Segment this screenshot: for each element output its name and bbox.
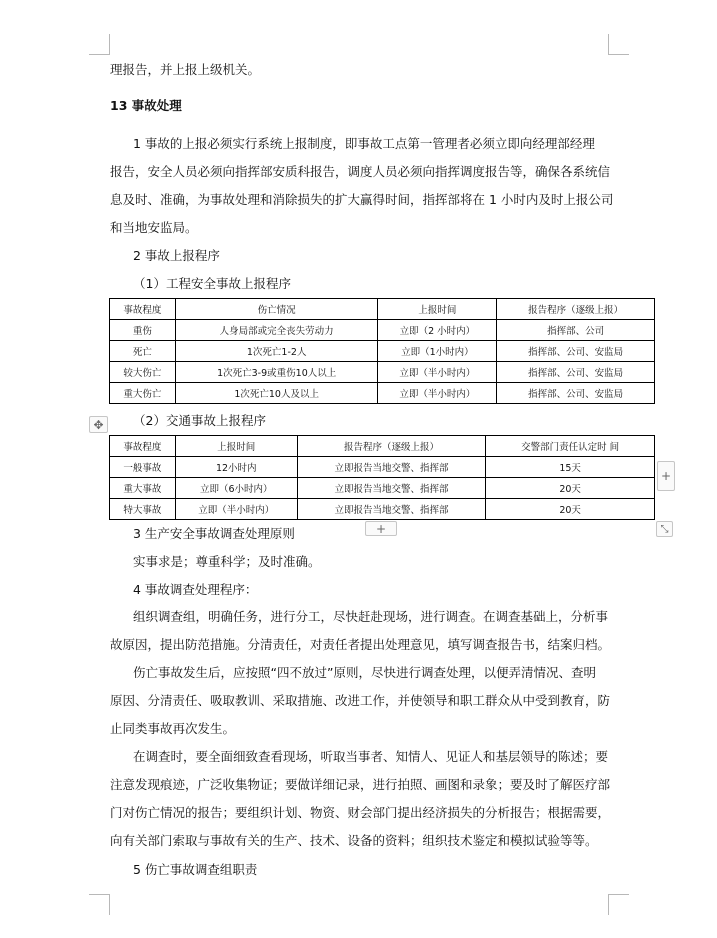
table-row	[110, 320, 655, 341]
table-cell: 1次死亡1-2人	[175, 341, 378, 362]
table-resize-handle-icon[interactable]: ⤡	[656, 521, 673, 537]
table-cell: 立即（1小时内）	[378, 341, 497, 362]
table-cell: 立即（半小时内）	[175, 499, 297, 520]
table-header-row	[110, 436, 655, 457]
table-cell: 1次死亡10人及以上	[175, 383, 378, 404]
table-cell: 指挥部、公司、安监局	[497, 383, 655, 404]
table-cell: 特大事故	[110, 499, 176, 520]
table-cell: 重大事故	[110, 478, 176, 499]
subsection-heading: 2 事故上报程序	[133, 248, 220, 263]
table-move-handle-icon[interactable]: ✥	[89, 416, 108, 433]
paragraph-line: 和当地安监局。	[110, 220, 198, 235]
table-caption: （1）工程安全事故上报程序	[133, 276, 291, 291]
table-cell: 指挥部、公司	[497, 320, 655, 341]
table-cell: 立即（半小时内）	[378, 383, 497, 404]
table-cell: 重大伤亡	[110, 383, 176, 404]
paragraph-line: 注意发现痕迹，广泛收集物证；要做详细记录，进行拍照、画图和录象；要及时了解医疗部	[110, 777, 611, 792]
table-row	[110, 478, 655, 499]
paragraph-line: 报告，安全人员必须向指挥部安质科报告，调度人员必须向指挥调度报告等，确保各系统信	[110, 164, 611, 179]
section-heading: 13 事故处理	[110, 98, 182, 113]
table-cell: 立即报告当地交警、指挥部	[297, 478, 486, 499]
page-corner-top-left	[89, 34, 110, 55]
table-row	[110, 457, 655, 478]
page-corner-bottom-right	[608, 894, 629, 915]
table-cell: 20天	[486, 478, 655, 499]
table-cell: 较大伤亡	[110, 362, 176, 383]
table-caption: （2）交通事故上报程序	[133, 413, 266, 428]
paragraph-line: 故原因，提出防范措施。分清责任，对责任者提出处理意见，填写调查报告书，结案归档。	[110, 637, 611, 652]
accident-report-table	[109, 298, 655, 404]
table-header-cell: 事故程度	[110, 299, 176, 320]
table-row	[110, 499, 655, 520]
table-cell: 指挥部、公司、安监局	[497, 341, 655, 362]
table-cell: 人身局部或完全丧失劳动力	[175, 320, 378, 341]
table-cell: 20天	[486, 499, 655, 520]
table-cell: 1次死亡3-9或重伤10人以上	[175, 362, 378, 383]
paragraph-line: 息及时、准确，为事故处理和消除损失的扩大赢得时间，指挥部将在 1 小时内及时上报公司	[110, 192, 614, 207]
subsection-heading: 4 事故调查处理程序：	[133, 582, 258, 597]
table-header-row	[110, 299, 655, 320]
paragraph-line: 门对伤亡情况的报告；要组织计划、物资、财会部门提出经济损失的分析报告；根据需要，	[110, 805, 611, 820]
table-cell: 立即（6小时内）	[175, 478, 297, 499]
paragraph-line: 向有关部门索取与事故有关的生产、技术、设备的资料；组织技术鉴定和模拟试验等等。	[110, 833, 598, 848]
page-corner-bottom-left	[89, 894, 110, 915]
paragraph-line: 1 事故的上报必须实行系统上报制度，即事故工点第一管理者必须立即向经理部经理	[133, 136, 595, 151]
add-column-button[interactable]: +	[657, 461, 675, 491]
table-header-cell: 伤亡情况	[175, 299, 378, 320]
table-header-cell: 报告程序（逐级上报）	[297, 436, 486, 457]
table-row	[110, 362, 655, 383]
subsection-heading: 3 生产安全事故调查处理原则	[133, 526, 295, 541]
table-header-cell: 报告程序（逐级上报）	[497, 299, 655, 320]
paragraph-line: 伤亡事故发生后，应按照“四不放过”原则，尽快进行调查处理，以便弄清情况、查明	[133, 665, 596, 680]
add-row-button[interactable]: +	[365, 521, 397, 536]
table-cell: 立即报告当地交警、指挥部	[297, 499, 486, 520]
paragraph-line: 理报告，并上报上级机关。	[110, 62, 261, 77]
table-row	[110, 383, 655, 404]
table-cell: 死亡	[110, 341, 176, 362]
paragraph-line: 组织调查组，明确任务，进行分工，尽快赶赴现场，进行调查。在调查基础上，分析事	[133, 609, 609, 624]
traffic-accident-table	[109, 435, 655, 520]
table-row	[110, 341, 655, 362]
page-corner-top-right	[608, 34, 629, 55]
paragraph-line: 原因、分清责任、吸取教训、采取措施、改进工作，并使领导和职工群众从中受到教育，防	[110, 693, 611, 708]
table-cell: 立即（半小时内）	[378, 362, 497, 383]
table-cell: 立即（2 小时内）	[378, 320, 497, 341]
table-cell: 15天	[486, 457, 655, 478]
paragraph-line: 止同类事故再次发生。	[110, 721, 236, 736]
table-cell: 立即报告当地交警、指挥部	[297, 457, 486, 478]
table-header-cell: 上报时间	[175, 436, 297, 457]
table-cell: 12小时内	[175, 457, 297, 478]
table-cell: 一般事故	[110, 457, 176, 478]
table-cell: 指挥部、公司、安监局	[497, 362, 655, 383]
paragraph-line: 实事求是；尊重科学；及时准确。	[133, 554, 321, 569]
paragraph-line: 在调查时，要全面细致查看现场，听取当事者、知情人、见证人和基层领导的陈述；要	[133, 749, 609, 764]
table-cell: 重伤	[110, 320, 176, 341]
table-header-cell: 交警部门责任认定时 间	[486, 436, 655, 457]
table-header-cell: 上报时间	[378, 299, 497, 320]
table-header-cell: 事故程度	[110, 436, 176, 457]
subsection-heading: 5 伤亡事故调查组职责	[133, 862, 258, 877]
